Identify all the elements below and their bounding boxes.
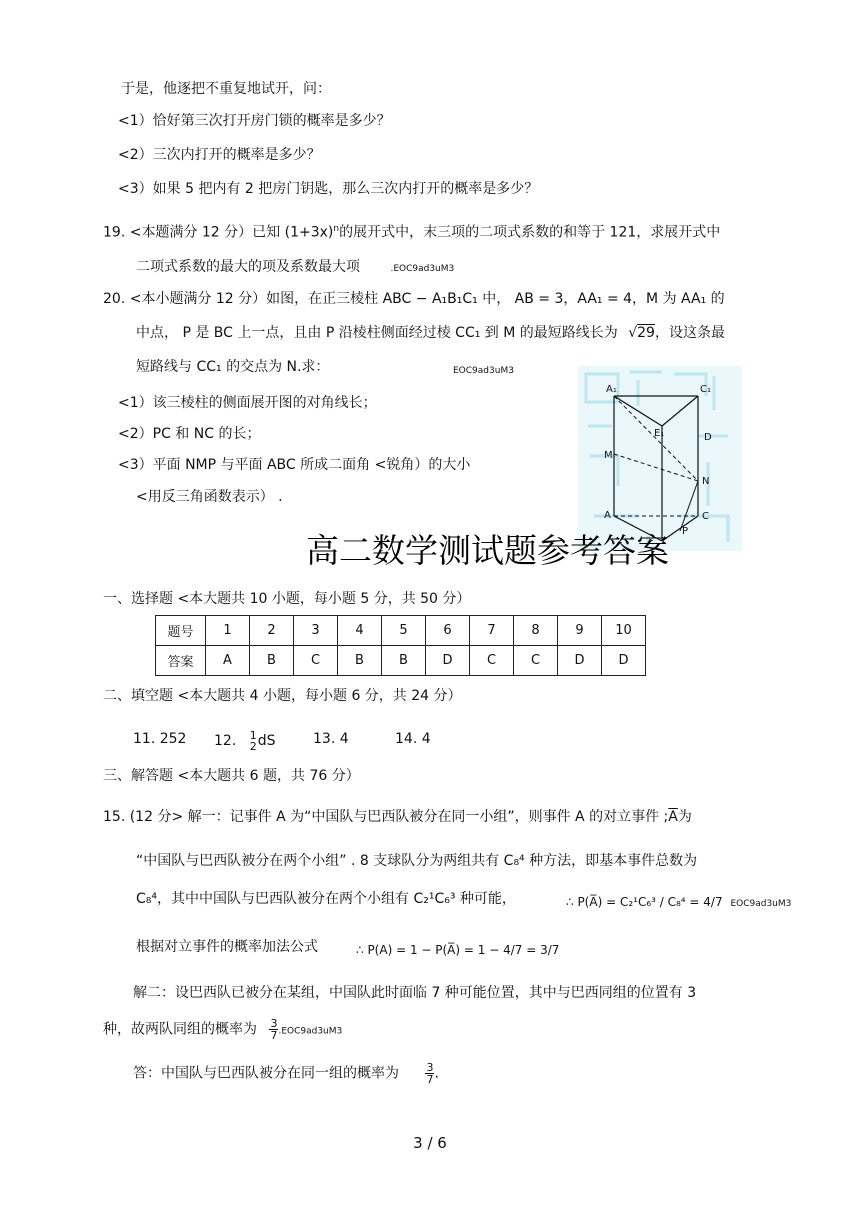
table-cell: 10 <box>602 616 646 646</box>
watermark-code: EOC9ad3uM3 <box>453 366 514 376</box>
table-cell: 4 <box>338 616 382 646</box>
table-cell: 7 <box>470 616 514 646</box>
problem20-q2: <2）PC 和 NC 的长； <box>118 426 261 442</box>
table-cell: 5 <box>382 616 426 646</box>
section3-heading: 三、解答题 <本大题共 6 题，共 76 分） <box>103 768 360 784</box>
solution15-line4: 根据对立事件的概率加法公式 <box>136 939 318 955</box>
table-cell: D <box>426 646 470 676</box>
table-cell: B <box>338 646 382 676</box>
label-c: C <box>702 511 709 522</box>
page-number: 3 / 6 <box>413 1134 447 1152</box>
problem18-intro: 于是，他逐把不重复地试开，问： <box>121 81 331 97</box>
label-e1: E₁ <box>654 428 665 439</box>
fill-answer-12: 12. 1 2 dS <box>214 729 276 753</box>
label-n: N <box>702 476 710 487</box>
formula-complement-probability: ∴ P(A̅) = C₂¹C₆³ / C₈⁴ = 4/7 EOC9ad3uM3 <box>566 895 792 909</box>
table-cell: D <box>602 646 646 676</box>
table-cell: 1 <box>206 616 250 646</box>
solution2-line2: 种，故两队同组的概率为 $\frac{3}{7}$ .EOC9ad3uM3 <box>103 1017 343 1042</box>
table-cell: C <box>294 646 338 676</box>
row-label-number: 题号 <box>156 616 206 646</box>
table-cell: B <box>382 646 426 676</box>
table-cell: 8 <box>514 616 558 646</box>
solution15-line2: “中国队与巴西队被分在两个小组” . 8 支球队分为两组共有 C₈⁴ 种方法，即基本事件总数为 <box>136 853 698 869</box>
answer-title: 高二数学测试题参考答案 <box>306 531 669 570</box>
problem18-q3: <3）如果 5 把内有 2 把房门钥匙，那么三次内打开的概率是多少？ <box>118 181 539 197</box>
problem18-q1: <1）恰好第三次打开房门锁的概率是多少？ <box>118 113 391 129</box>
watermark-code: EOC9ad3uM3 <box>730 899 792 909</box>
label-d: D <box>704 432 712 443</box>
section1-heading: 一、选择题 <本大题共 10 小题，每小题 5 分，共 50 分） <box>103 591 471 607</box>
table-cell: 2 <box>250 616 294 646</box>
label-a1: A₁ <box>606 384 617 395</box>
figure-background <box>578 366 742 551</box>
table-cell: 6 <box>426 616 470 646</box>
table-cell: 9 <box>558 616 602 646</box>
fill-answer-11: 11. 252 <box>133 731 187 747</box>
solution15-line3: C₈⁴，其中中国队与巴西队被分在两个小组有 C₂¹C₆³ 种可能， <box>136 891 516 907</box>
row-label-answer: 答案 <box>156 646 206 676</box>
problem20-q3: <3）平面 NMP 与平面 ABC 所成二面角 <锐角）的大小 <box>118 457 471 473</box>
section2-heading: 二、填空题 <本大题共 4 小题，每小题 6 分，共 24 分） <box>103 688 462 704</box>
problem20-q1: <1）该三棱柱的侧面展开图的对角线长； <box>118 395 377 411</box>
table-cell: A <box>206 646 250 676</box>
table-row-answers <box>156 646 646 676</box>
answer-table <box>155 615 646 676</box>
label-c1: C₁ <box>700 384 711 395</box>
watermark-code: .EOC9ad3uM3 <box>278 1026 343 1037</box>
fill-answer-13: 13. 4 <box>313 731 349 747</box>
formula-probability: ∴ P(A) = 1 − P(A̅) = 1 − 4/7 = 3/7 <box>356 943 560 957</box>
final-answer: 答：中国队与巴西队被分在同一组的概率为 $\frac{3}{7}$ . <box>133 1061 439 1086</box>
table-row-numbers <box>156 616 646 646</box>
problem20-q3b: <用反三角函数表示） . <box>136 489 283 505</box>
problem19-line1: 19. <本题满分 12 分）已知 $(1+3x)^n$的展开式中，末三项的二项式系数的和等于 121，求展开式中 <box>103 224 721 241</box>
problem20-line1: 20. <本小题满分 12 分）如图，在正三棱柱 ABC − A₁B₁C₁ 中， AB = 3，AA₁ = 4，M 为 AA₁ 的 <box>103 291 725 307</box>
solution2-line1: 解二：设巴西队已被分在某组，中国队此时面临 7 种可能位置，其中与巴西同组的位置有 3 <box>133 985 697 1001</box>
table-cell: C <box>514 646 558 676</box>
table-cell: 3 <box>294 616 338 646</box>
problem20-line2: 中点， P 是 BC 上一点，且由 P 沿棱柱侧面经过棱 CC₁ 到 M 的最短路线长为 √29，设这条最 <box>136 325 725 341</box>
table-cell: C <box>470 646 514 676</box>
prism-figure <box>578 366 742 551</box>
label-p: P <box>682 526 689 537</box>
problem20-line3: 短路线与 CC₁ 的交点为 N.求： <box>136 359 330 375</box>
problem19-line2: 二项式系数的最大的项及系数最大项 .EOC9ad3uM3 <box>136 259 455 275</box>
table-cell: B <box>250 646 294 676</box>
fill-answer-14: 14. 4 <box>395 731 431 747</box>
label-a: A <box>604 510 611 521</box>
problem18-q2: <2）三次内打开的概率是多少？ <box>118 147 321 163</box>
solution15-line1: 15. (12 分> 解一：记事件 A 为“中国队与巴西队被分在同一小组”，则事件 A 的对立事件 $;\overline{A}$为 <box>103 809 692 825</box>
label-m: M <box>604 450 613 461</box>
table-cell: D <box>558 646 602 676</box>
watermark-code: .EOC9ad3uM3 <box>390 264 455 274</box>
